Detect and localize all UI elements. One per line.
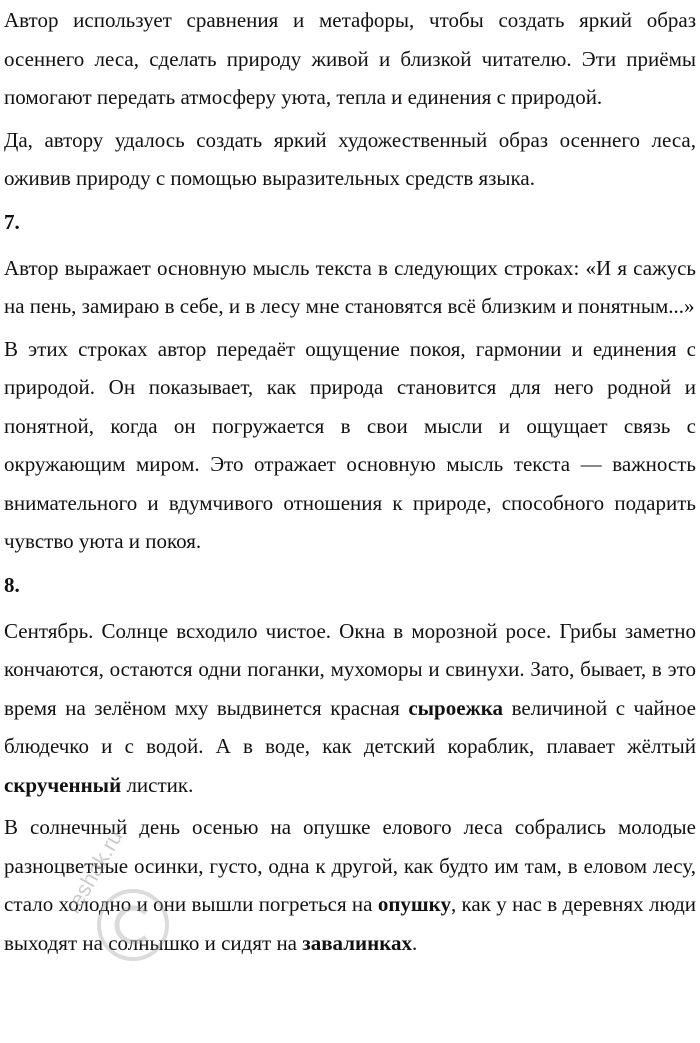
bold-word-zavalinki: завалинках (302, 930, 412, 955)
text-span: листик. (121, 772, 194, 797)
text-span: величиной с чайное блюдечко и с водой. А в воде, как детский кораблик, плавает жёлтый (4, 695, 696, 758)
section-number-8: 8. (4, 572, 20, 597)
paragraph-aspens (4, 808, 696, 962)
bold-word-skruchenny: скрученный (4, 772, 122, 797)
section-number-7: 7. (4, 209, 20, 234)
paragraph-comparisons: Автор использует сравнения и метафоры, чтобы создать яркий образ осеннего леса, сделать природу живой и близкой читателю. Эти приёмы помогают передать атмосферу уюта, тепла и единения с природой. (4, 8, 696, 109)
text-span: . (412, 930, 418, 955)
bold-word-opushka: опушку (377, 892, 451, 916)
document-page (4, 0, 696, 966)
paragraph-main-idea: Автор выражает основную мысль текста в следующих строках: «И я сажусь на пень, замираю в себе, и в лесу мне становятся всё близким и понятным...» (4, 255, 696, 318)
bold-word-syroezhka: сыроежка (408, 695, 504, 720)
text-span: , как у нас в деревнях люди выходят на солнышко и сидят на (4, 892, 696, 955)
text-span: В солнечный день осенью на опушке елового леса собрались молодые разноцветные осинки, густо, одна к другой, как будто им там, в еловом лесу, стало холодно и они вышли погреться на (4, 815, 696, 916)
paragraph-september (4, 612, 696, 805)
watermark-text: reshak.ru (60, 825, 128, 918)
paragraph-explanation: В этих строках автор передаёт ощущение покоя, гармонии и единения с природой. Он показывает, как природа становится для него родной и понятной, когда он погружается в свои мысли и ощущает связь с окружающим миром. Это отражает основную мысль текста — важность внимательного и вдумчивого отношения к природе, способного подарить чувство уюта и покоя. (4, 336, 696, 553)
paragraph-conclusion: Да, автору удалось создать яркий художественный образ осеннего леса, оживив природу с помощью выразительных средств языка. (4, 127, 696, 190)
text-span: Сентябрь. Солнце всходило чистое. Окна в морозной росе. Грибы заметно кончаются, остаются одни поганки, мухоморы и свинухи. Зато, бывает, в это время на зелёном мху выдвинется красная (4, 618, 696, 720)
